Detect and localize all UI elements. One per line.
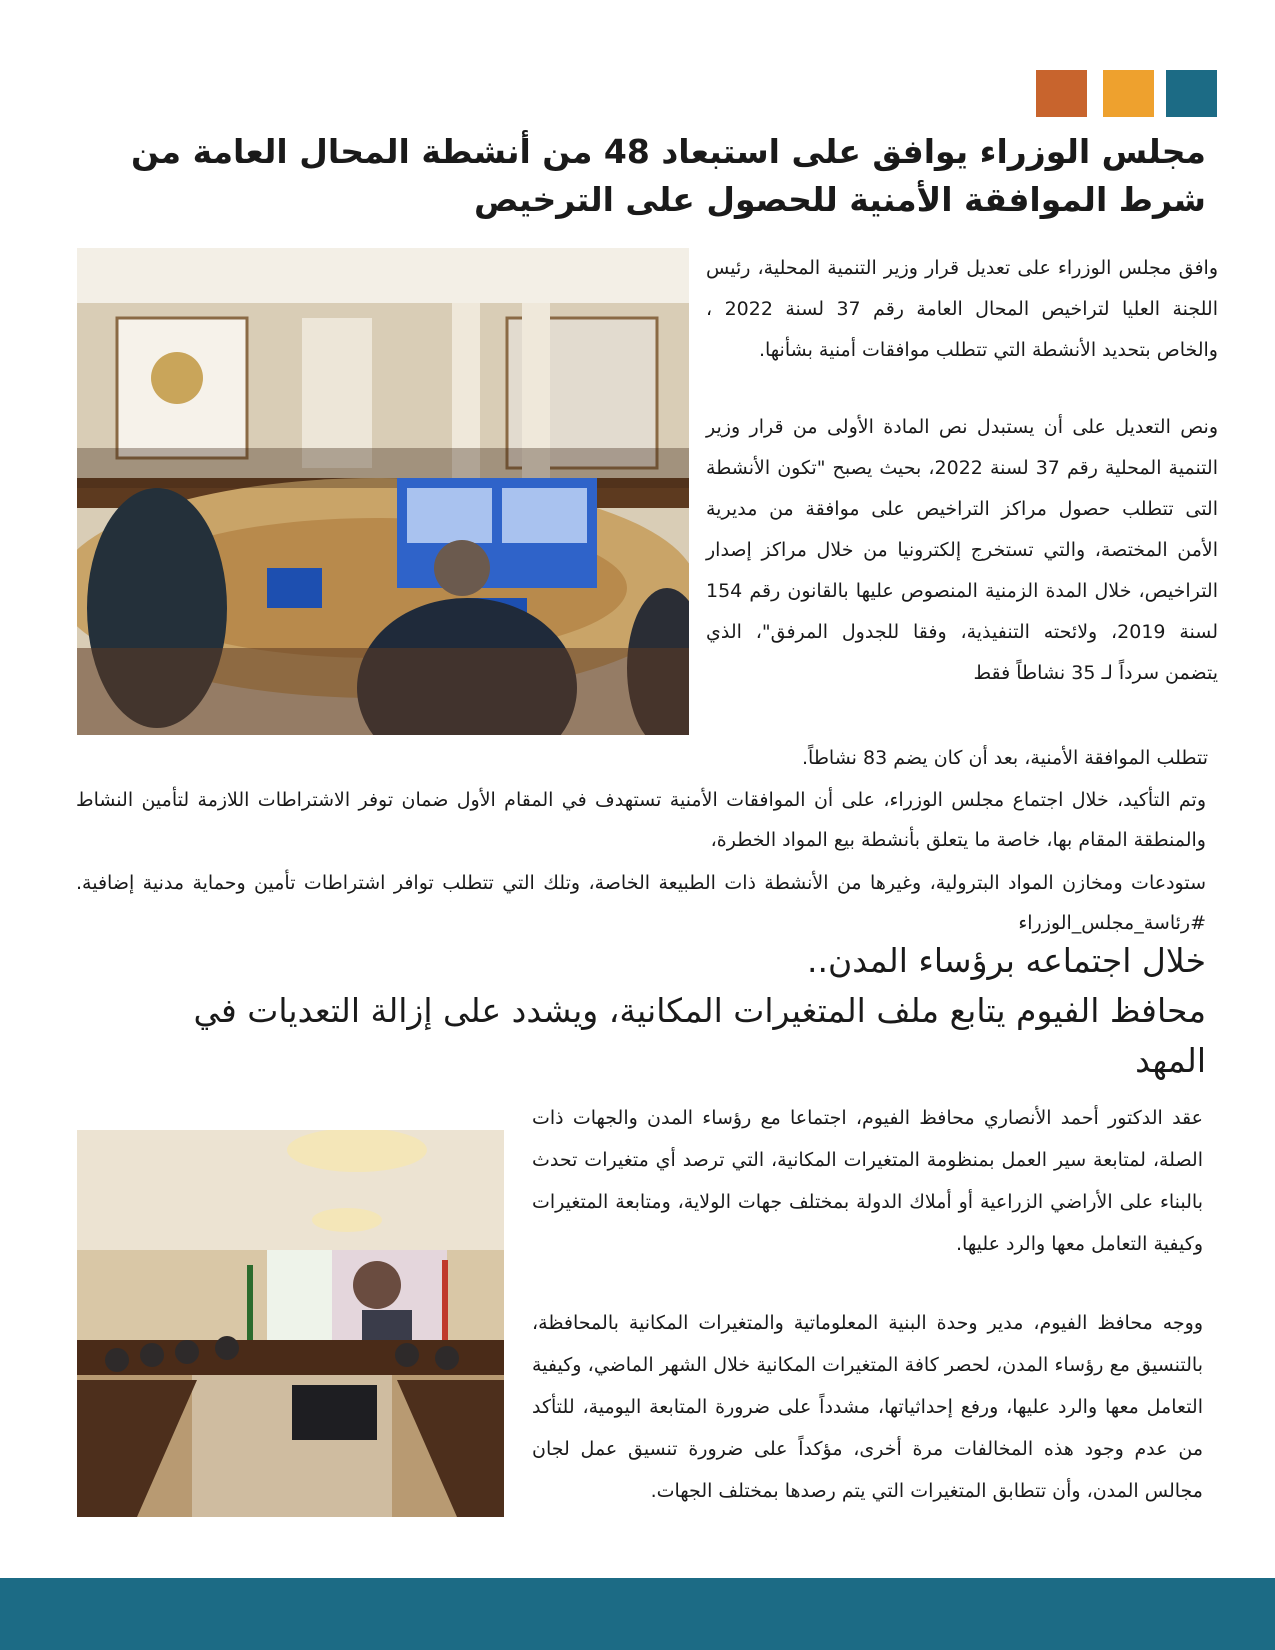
article2-headline-line1: خلال اجتماعه برؤساء المدن..: [807, 941, 1206, 980]
article2-headline: [120, 936, 1206, 1086]
accent-square-teal: [1166, 70, 1217, 117]
governor-meeting-photo: [77, 1130, 504, 1517]
accent-square-amber: [1103, 70, 1154, 117]
article1-paragraph-2: ونص التعديل على أن يستبدل نص المادة الأولى من قرار وزير التنمية المحلية رقم 37 لسنة 2022، بحيث يصبح "تكون الأنشطة التى تتطلب حصول مراكز التراخيص على موافقة من مديرية الأمن المختصة، والتي تستخرج إلكترونيا من خلال مراكز إصدار التراخيص، خلال المدة الزمنية المنصوص عليها بالقانون رقم 154 لسنة 2019، ولائحته التنفيذية، وفقا للجدول المرفق"، الذي يتضمن سرداً لـ 35 نشاطاً فقط: [706, 416, 1218, 684]
article2-headline-line2: محافظ الفيوم يتابع ملف المتغيرات المكانية، ويشدد على إزالة التعديات في المهد: [193, 991, 1206, 1080]
cabinet-meeting-photo: [77, 248, 689, 735]
footer-bar: [0, 1578, 1275, 1650]
article2-paragraph-1: عقد الدكتور أحمد الأنصاري محافظ الفيوم، اجتماعا مع رؤساء المدن والجهات ذات الصلة، لمتابعة سير العمل بمنظومة المتغيرات المكانية، التي ترصد أي متغيرات تحدث بالبناء على الأراضي الزراعية أو أملاك الدولة بمختلف جهات الولاية، ومتابعة المتغيرات وكيفية التعامل معها والرد عليها.: [532, 1107, 1203, 1255]
article1-headline: مجلس الوزراء يوافق على استبعاد 48 من أنشطة المحال العامة من شرط الموافقة الأمنية للحصول على الترخيص: [130, 132, 1206, 219]
article1-paragraph-3: تتطلب الموافقة الأمنية، بعد أن كان يضم 83 نشاطاً.: [801, 747, 1208, 769]
article1-paragraph-4: وتم التأكيد، خلال اجتماع مجلس الوزراء، على أن الموافقات الأمنية تستهدف في المقام الأول ضمان توفر الاشتراطات اللازمة لتأمين النشاط والمنطقة المقام بها، خاصة ما يتعلق بأنشطة بيع المواد الخطرة،: [76, 789, 1206, 851]
article1-paragraph-5: ستودعات ومخازن المواد البترولية، وغيرها من الأنشطة ذات الطبيعة الخاصة، وتلك التي تتطلب توافر اشتراطات تأمين وحماية مدنية إضافية. #رئاسة_مجلس_الوزراء: [76, 872, 1206, 934]
article1-paragraph-1: وافق مجلس الوزراء على تعديل قرار وزير التنمية المحلية، رئيس اللجنة العليا لتراخيص المحال العامة رقم 37 لسنة 2022 ، والخاص بتحديد الأنشطة التي تتطلب موافقات أمنية بشأنها.: [706, 257, 1218, 361]
article2-paragraph-2: ووجه محافظ الفيوم، مدير وحدة البنية المعلوماتية والمتغيرات المكانية بالمحافظة، بالتنسيق مع رؤساء المدن، لحصر كافة المتغيرات المكانية خلال الشهر الماضي، وكيفية التعامل معها والرد عليها، ورفع إحداثياتها، مشدداً على ضرورة المتابعة اليومية، للتأكد من عدم وجود هذه المخالفات مرة أخرى، مؤكداً على ضرورة تنسيق عمل لجان مجالس المدن، وأن تتطابق المتغيرات التي يتم رصدها بمختلف الجهات.: [532, 1312, 1203, 1502]
accent-square-orange: [1036, 70, 1087, 117]
